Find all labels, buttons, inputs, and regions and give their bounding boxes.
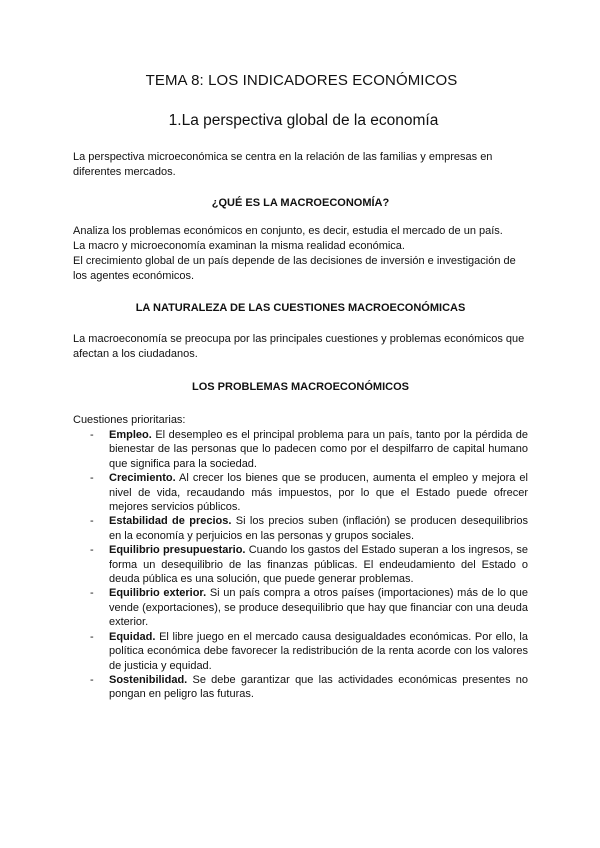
item-text: Si un país compra a otros países (importaciones) más de lo que vende (exportaciones), se produce desequilibrio que hay que financiar con una deuda exterior.	[109, 587, 529, 629]
list-item-sostenibilidad	[73, 673, 528, 702]
section-title: 1.La perspectiva global de la economía	[168, 112, 439, 129]
item-text: Se debe garantizar que las actividades económicas presentes no pongan en peligro las futuras.	[109, 673, 528, 701]
intro-paragraph: La perspectiva microeconómica se centra en la relación de las familias y empresas en diferentes mercados.	[73, 151, 493, 178]
item-term: Equilibrio exterior.	[109, 587, 207, 600]
item-term: Empleo.	[109, 429, 152, 441]
dash-bullet: -	[90, 587, 94, 600]
dash-bullet: -	[90, 673, 94, 686]
dash-bullet: -	[90, 429, 94, 441]
issues-list	[73, 428, 528, 702]
dash-bullet: -	[90, 472, 94, 485]
item-term: Estabilidad de precios.	[109, 515, 232, 528]
item-term: Sostenibilidad.	[109, 673, 188, 686]
list-lead: Cuestiones prioritarias:	[73, 414, 186, 426]
item-term: Crecimiento.	[109, 472, 176, 485]
paragraph-line: Analiza los problemas económicos en conjunto, es decir, estudia el mercado de un país.	[73, 225, 503, 237]
page-title: TEMA 8: LOS INDICADORES ECONÓMICOS	[145, 72, 458, 89]
item-text: El desempleo es el principal problema para un país, tanto por la pérdida de bienestar de las personas que lo padecen como por el despilfarro de capital humano que significa para la sociedad.	[109, 429, 528, 470]
list-item-equilibrio-exterior	[73, 586, 528, 629]
list-item-equilibrio-presupuestario	[73, 543, 528, 586]
naturaleza-paragraph: La macroeconomía se preocupa por las principales cuestiones y problemas económicos que afectan a los ciudadanos.	[73, 333, 525, 360]
heading-que-es-macroeconomia: ¿QUÉ ES LA MACROECONOMÍA?	[211, 197, 390, 209]
list-item-crecimiento	[73, 471, 528, 514]
paragraph-line: El crecimiento global de un país depende de las decisiones de inversión e investigación de los agentes económicos.	[73, 255, 516, 282]
item-text: Al crecer los bienes que se producen, aumenta el empleo y mejora el nivel de vida, recaudando más impuestos, por lo que el Estado puede ofrecer mejores servicios públicos.	[109, 472, 528, 514]
heading-problemas-macroeconomicos: LOS PROBLEMAS MACROECONÓMICOS	[192, 381, 409, 393]
list-item-empleo	[73, 428, 528, 471]
paragraph-line: La macro y microeconomía examinan la misma realidad económica.	[73, 240, 405, 252]
heading-naturaleza-cuestiones: LA NATURALEZA DE LAS CUESTIONES MACROECONÓMICAS	[135, 302, 466, 314]
item-text: Si los precios suben (inflación) se producen desequilibrios en la economía y perjuicios en las personas y grupos sociales.	[109, 515, 528, 542]
dash-bullet: -	[90, 515, 94, 528]
item-text: Cuando los gastos del Estado superan a los ingresos, se forma un desequilibrio de las finanzas públicas. El endeudamiento del Estado o deuda pública es una solución, que puede generar problemas.	[109, 544, 528, 586]
dash-bullet: -	[90, 544, 94, 557]
list-item-estabilidad-precios	[73, 514, 528, 543]
item-text: El libre juego en el mercado causa desigualdades económicas. Por ello, la política económica debe favorecer la redistribución de la renta acorde con los valores de justicia y equidad.	[109, 630, 528, 672]
dash-bullet: -	[90, 630, 94, 643]
problemas-block	[73, 413, 528, 702]
item-term: Equidad.	[109, 630, 156, 643]
list-item-equidad	[73, 630, 528, 673]
macroeconomia-paragraph	[73, 224, 528, 284]
item-term: Equilibrio presupuestario.	[109, 544, 246, 557]
